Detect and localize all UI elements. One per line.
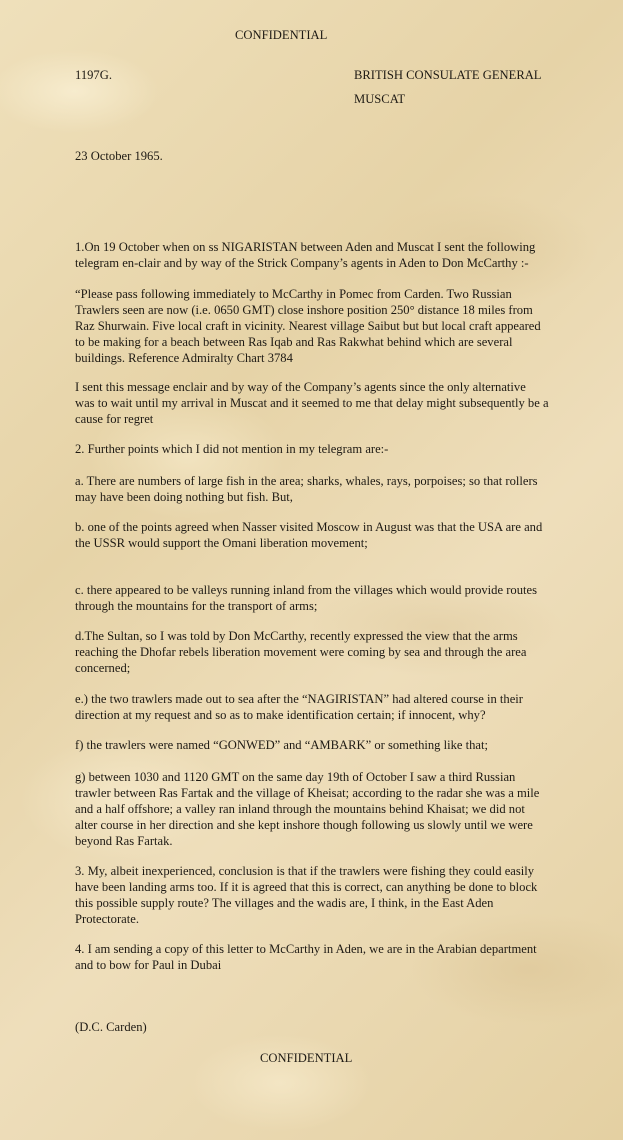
text-line: Trawlers seen are now (i.e. 0650 GMT) close inshore position 250° distance 18 miles from xyxy=(75,303,533,317)
text-line: Raz Shurwain. Five local craft in vicinity. Nearest village Saibut but but local craft appeared xyxy=(75,319,541,333)
text-line: trawler between Ras Fartak and the village of Kheisat; according to the radar she was a mile xyxy=(75,786,540,800)
paragraph-b xyxy=(75,519,555,551)
text-line: Protectorate. xyxy=(75,912,139,926)
text-line: “Please pass following immediately to McCarthy in Pomec from Carden. Two Russian xyxy=(75,287,512,301)
paragraph-4-copy xyxy=(75,941,555,973)
text-line: a. There are numbers of large fish in the area; sharks, whales, rays, porpoises; so that rollers xyxy=(75,474,538,488)
classification-top: CONFIDENTIAL xyxy=(235,28,328,42)
paragraph-4 xyxy=(75,441,555,457)
text-line: 4. I am sending a copy of this letter to McCarthy in Aden, we are in the Arabian department xyxy=(75,942,537,956)
text-line: cause for regret xyxy=(75,412,154,426)
text-line: 1.On 19 October when on ss NIGARISTAN between Aden and Muscat I sent the following xyxy=(75,240,536,254)
text-line: to be making for a beach between Ras Iqab and Ras Rakwhat behind which are several xyxy=(75,335,513,349)
text-line: alter course in her direction and she kept inshore though following us slowly until we were xyxy=(75,818,533,832)
text-line: direction at my request and so as to make identification certain; if innocent, why? xyxy=(75,708,486,722)
signature: (D.C. Carden) xyxy=(75,1020,147,1034)
text-line: may have been doing nothing but fish. But, xyxy=(75,490,293,504)
text-line: 2. Further points which I did not mention in my telegram are:- xyxy=(75,442,389,456)
text-line: have been landing arms too. If it is agreed that this is correct, can anything be done to block xyxy=(75,880,538,894)
text-line: g) between 1030 and 1120 GMT on the same day 19th of October I saw a third Russian xyxy=(75,770,516,784)
reference-number: 1197G. xyxy=(75,68,112,82)
paragraph-a xyxy=(75,473,555,505)
paragraph-3 xyxy=(75,379,555,427)
text-line: was to wait until my arrival in Muscat and it seemed to me that delay might subsequently be a xyxy=(75,396,549,410)
paragraph-1 xyxy=(75,239,555,271)
text-line: c. there appeared to be valleys running inland from the villages which would provide routes xyxy=(75,583,537,597)
text-line: the USSR would support the Omani liberation movement; xyxy=(75,536,368,550)
text-line: this possible supply route? The villages and the wadis are, I think, in the East Aden xyxy=(75,896,494,910)
paragraph-d xyxy=(75,628,555,676)
text-line: telegram en-clair and by way of the Strick Company’s agents in Aden to Don McCarthy :- xyxy=(75,256,529,270)
paragraph-telegram xyxy=(75,286,555,366)
paragraph-c xyxy=(75,582,555,614)
text-line: I sent this message enclair and by way of the Company’s agents since the only alternative xyxy=(75,380,526,394)
classification-bottom: CONFIDENTIAL xyxy=(260,1051,353,1065)
text-line: reaching the Dhofar rebels liberation movement were coming by sea and through the area xyxy=(75,645,527,659)
text-line: and to bow for Paul in Dubai xyxy=(75,958,222,972)
text-line: b. one of the points agreed when Nasser visited Moscow in August was that the USA are and xyxy=(75,520,543,534)
text-line: and a half offshore; a valley ran inland through the mountains behind Khaisat; we did not xyxy=(75,802,525,816)
paragraph-g xyxy=(75,769,555,849)
text-line: 3. My, albeit inexperienced, conclusion is that if the trawlers were fishing they could easily xyxy=(75,864,535,878)
text-line: through the mountains for the transport of arms; xyxy=(75,599,318,613)
letter-date: 23 October 1965. xyxy=(75,149,163,163)
text-line: concerned; xyxy=(75,661,131,675)
paragraph-f xyxy=(75,737,555,753)
office-city: MUSCAT xyxy=(354,92,406,106)
paragraph-e xyxy=(75,691,555,723)
text-line: beyond Ras Fartak. xyxy=(75,834,173,848)
text-line: buildings. Reference Admiralty Chart 3784 xyxy=(75,351,293,365)
office-name: BRITISH CONSULATE GENERAL xyxy=(354,68,542,82)
text-line: d.The Sultan, so I was told by Don McCarthy, recently expressed the view that the arms xyxy=(75,629,518,643)
text-line: f) the trawlers were named “GONWED” and “AMBARK” or something like that; xyxy=(75,738,489,752)
paragraph-3-conclusion xyxy=(75,863,555,927)
text-line: e.) the two trawlers made out to sea after the “NAGIRISTAN” had altered course in their xyxy=(75,692,523,706)
